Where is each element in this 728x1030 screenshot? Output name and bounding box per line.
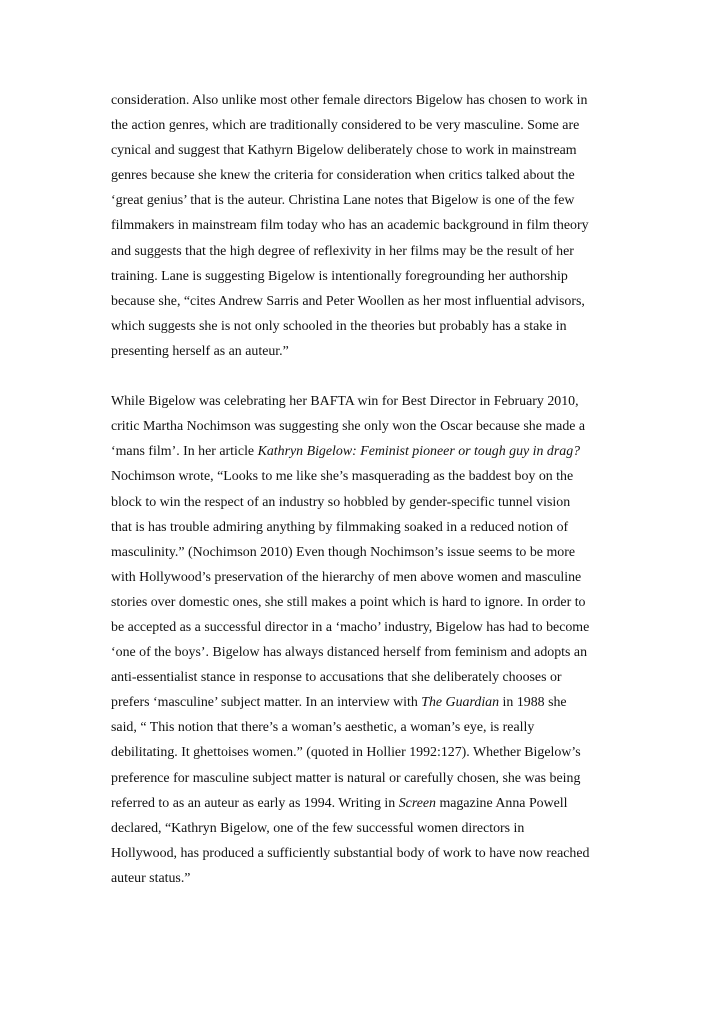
line-text: prefers ‘masculine’ subject matter. In an interview with: [111, 695, 422, 711]
line-text: filmmakers in mainstream film today who has an academic background in film theory: [111, 218, 589, 234]
italic-title-text: The Guardian: [421, 695, 500, 711]
line-text: cynical and suggest that Kathyrn Bigelow deliberately chose to work in mainstream: [111, 143, 577, 159]
line-text: be accepted as a successful director in a ‘macho’ industry, Bigelow has had to become: [111, 619, 590, 635]
line-text: and suggests that the high degree of reflexivity in her films may be the result of her: [111, 243, 574, 259]
text-line: [111, 289, 623, 314]
text-line: [111, 766, 623, 791]
paragraph-gap: [111, 364, 623, 389]
line-text: with Hollywood’s preservation of the hierarchy of men above women and masculine: [111, 569, 582, 585]
line-text: that is has trouble admiring anything by filmmaking soaked in a reduced notion of: [111, 519, 569, 535]
text-line: [111, 841, 623, 866]
text-line: [111, 163, 623, 188]
text-line: [111, 590, 623, 615]
line-text: debilitating. It ghettoises women.” (quoted in Hollier 1992:127). Whether Bigelow’s: [111, 745, 581, 761]
text-line: [111, 690, 623, 715]
line-text: stories over domestic ones, she still makes a point which is hard to ignore. In order to: [111, 594, 586, 610]
line-text: Nochimson wrote, “Looks to me like she’s masquerading as the baddest boy on the: [111, 469, 574, 485]
text-line: [111, 88, 623, 113]
body-paragraph: [111, 88, 623, 364]
line-text: critic Martha Nochimson was suggesting she only won the Oscar because she made a: [111, 419, 586, 435]
text-line: [111, 866, 623, 891]
text-line: [111, 740, 623, 765]
line-text: preference for masculine subject matter is natural or carefully chosen, she was being: [111, 770, 581, 786]
line-text: anti-essentialist stance in response to accusations that she deliberately chooses or: [111, 670, 562, 686]
document-page: [111, 88, 623, 891]
text-line: [111, 464, 623, 489]
text-line: [111, 615, 623, 640]
line-text: in 1988 she: [499, 695, 567, 711]
text-line: [111, 339, 623, 364]
text-line: [111, 439, 623, 464]
text-line: [111, 816, 623, 841]
line-text: declared, “Kathryn Bigelow, one of the few successful women directors in: [111, 820, 525, 836]
body-paragraph: [111, 389, 623, 891]
line-text: block to win the respect of an industry so hobbled by gender-specific tunnel vision: [111, 494, 571, 510]
line-text: Hollywood, has produced a sufficiently substantial body of work to have now reached: [111, 845, 590, 861]
line-text: which suggests she is not only schooled in the theories but probably has a stake in: [111, 318, 567, 334]
text-line: [111, 389, 623, 414]
line-text: said, “ This notion that there’s a woman’s aesthetic, a woman’s eye, is really: [111, 720, 535, 736]
text-line: [111, 138, 623, 163]
line-text: auteur status.”: [111, 870, 191, 886]
text-line: [111, 490, 623, 515]
text-line: [111, 188, 623, 213]
line-text: training. Lane is suggesting Bigelow is intentionally foregrounding her authorship: [111, 268, 568, 284]
text-line: [111, 314, 623, 339]
text-line: [111, 239, 623, 264]
line-text: ‘great genius’ that is the auteur. Christina Lane notes that Bigelow is one of the few: [111, 193, 575, 209]
line-text: referred to as an auteur as early as 1994. Writing in: [111, 795, 399, 811]
line-text: ‘one of the boys’. Bigelow has always distanced herself from feminism and adopts an: [111, 645, 588, 661]
text-line: [111, 715, 623, 740]
text-line: [111, 414, 623, 439]
text-line: [111, 515, 623, 540]
line-text: magazine Anna Powell: [435, 795, 568, 811]
line-text: presenting herself as an auteur.”: [111, 343, 289, 359]
text-line: [111, 540, 623, 565]
text-line: [111, 213, 623, 238]
line-text: genres because she knew the criteria for consideration when critics talked about the: [111, 168, 575, 184]
line-text: because she, “cites Andrew Sarris and Peter Woollen as her most influential advisors,: [111, 293, 585, 309]
line-text: masculinity.” (Nochimson 2010) Even though Nochimson’s issue seems to be more: [111, 544, 575, 560]
text-line: [111, 665, 623, 690]
text-line: [111, 565, 623, 590]
text-line: [111, 640, 623, 665]
line-text: While Bigelow was celebrating her BAFTA win for Best Director in February 2010,: [111, 394, 579, 410]
italic-title-text: Screen: [398, 795, 436, 811]
line-text: consideration. Also unlike most other female directors Bigelow has chosen to work in: [111, 93, 588, 108]
text-line: [111, 113, 623, 138]
line-text: the action genres, which are traditionally considered to be very masculine. Some are: [111, 118, 580, 134]
italic-title-text: Kathryn Bigelow: Feminist pioneer or tough guy in drag?: [257, 444, 581, 460]
line-text: ‘mans film’. In her article: [111, 444, 258, 460]
text-line: [111, 264, 623, 289]
text-line: [111, 791, 623, 816]
